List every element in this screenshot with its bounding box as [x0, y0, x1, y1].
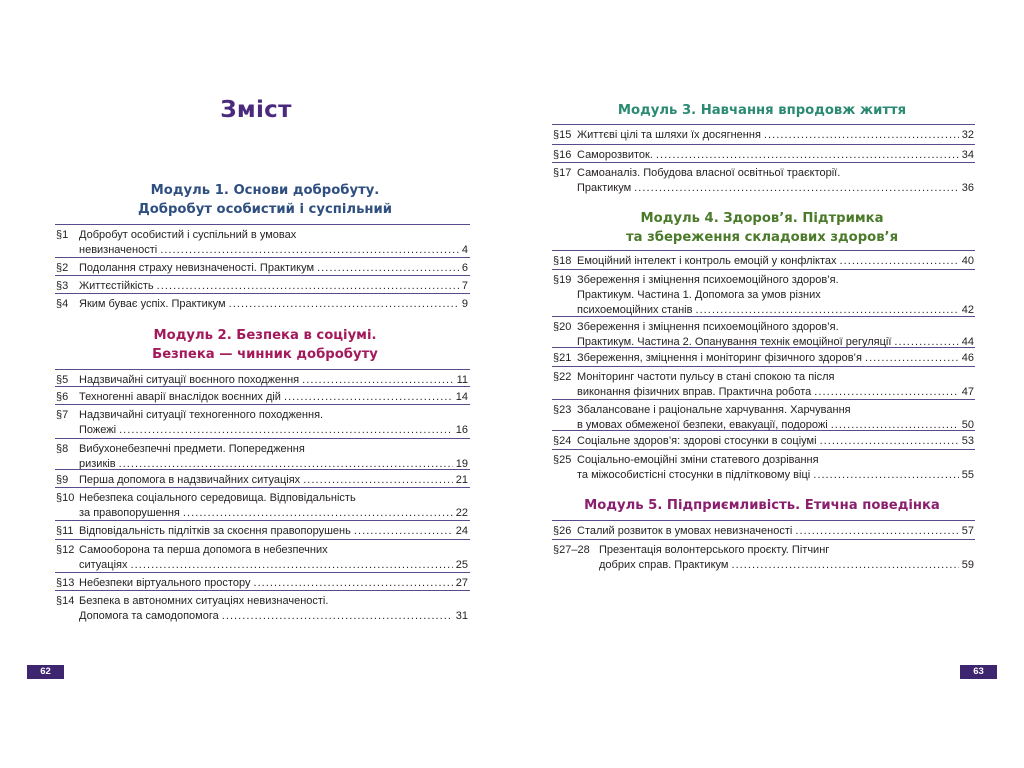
entry-page-number: 11 — [456, 374, 468, 386]
toc-entry[interactable] — [56, 390, 468, 405]
separator-rule — [552, 347, 975, 348]
section-number: §6 — [56, 391, 69, 403]
entry-text — [577, 403, 974, 433]
entry-page-number: 9 — [461, 298, 468, 310]
separator-rule — [55, 590, 470, 591]
entry-page-number: 34 — [961, 149, 974, 161]
entry-text — [79, 473, 468, 488]
section-number: §8 — [56, 443, 69, 455]
toc-entry[interactable] — [553, 453, 974, 483]
entry-last-line — [577, 468, 974, 483]
entry-line: Безпека в автономних ситуаціях невизначеності. — [79, 595, 329, 607]
entry-text — [599, 543, 974, 573]
toc-entry[interactable] — [56, 442, 468, 472]
entry-text — [79, 279, 468, 294]
entry-text — [79, 228, 468, 258]
entry-line: в умовах обмеженої безпеки, евакуації, подорожі — [577, 419, 828, 431]
entry-line: виконання фізичних вправ. Практична робота — [577, 386, 812, 398]
entry-text — [577, 128, 974, 143]
module-heading-line: Безпека — чинник добробуту — [152, 347, 378, 362]
toc-entry[interactable] — [553, 543, 974, 573]
section-number: §12 — [56, 544, 75, 556]
entry-line: Самооборона та перша допомога в небезпечних — [79, 544, 328, 556]
toc-entry[interactable] — [56, 279, 468, 294]
module-heading — [552, 209, 972, 247]
entry-page-number: 42 — [961, 304, 974, 316]
entry-line: Допомога та самодопомога — [79, 610, 219, 622]
separator-rule — [552, 399, 975, 400]
entry-line: Моніторинг частоти пульсу в стані спокою та після — [577, 371, 835, 383]
entry-page-number: 46 — [961, 352, 974, 364]
entry-line: Збереження, зміцнення і моніторинг фізичного здоров’я — [577, 352, 862, 364]
section-number: §7 — [56, 409, 69, 421]
section-number: §22 — [553, 371, 572, 383]
entry-text — [79, 524, 468, 539]
entry-page-number: 4 — [461, 244, 468, 256]
dot-leader — [157, 279, 459, 294]
module-heading-line: Добробут особистий і суспільний — [137, 202, 393, 217]
entry-page-number: 50 — [961, 419, 974, 431]
entry-line: Сталий розвиток в умовах невизначеності — [577, 525, 793, 537]
separator-rule — [552, 366, 975, 367]
section-number: §5 — [56, 374, 69, 386]
toc-entry[interactable] — [553, 370, 974, 400]
entry-line: Перша допомога в надзвичайних ситуаціях — [79, 474, 301, 486]
entry-page-number: 25 — [455, 559, 468, 571]
section-number: §25 — [553, 454, 572, 466]
entry-text — [79, 491, 468, 521]
dot-leader — [820, 434, 959, 449]
dot-leader — [222, 609, 453, 624]
entry-line: ситуаціях — [79, 559, 128, 571]
separator-rule — [55, 386, 470, 387]
entry-text — [577, 148, 974, 163]
entry-page-number: 59 — [961, 559, 974, 571]
toc-entry[interactable] — [553, 166, 974, 196]
entry-text — [79, 442, 468, 472]
entry-page-number: 27 — [455, 577, 468, 589]
entry-page-number: 40 — [961, 255, 974, 267]
dot-leader — [840, 254, 959, 269]
entry-text — [577, 166, 974, 196]
separator-rule — [55, 224, 470, 225]
separator-rule — [552, 539, 975, 540]
module-heading-line: та збереження складових здоров’я — [625, 230, 899, 245]
module-heading-line: Модуль 5. Підприємливість. Етична поведінка — [584, 498, 940, 513]
toc-entry[interactable] — [553, 351, 974, 366]
entry-last-line — [79, 297, 468, 312]
entry-page-number: 44 — [961, 336, 974, 348]
section-number: §4 — [56, 298, 69, 310]
entry-line: Життєві цілі та шляхи їх досягнення — [577, 129, 761, 141]
entry-line: добрих справ. Практикум — [599, 559, 729, 571]
entry-line: Життєстійкість — [79, 280, 154, 292]
entry-line: Яким буває успіх. Практикум — [79, 298, 226, 310]
section-number: §19 — [553, 274, 572, 286]
toc-entry[interactable] — [56, 524, 468, 539]
separator-rule — [552, 250, 975, 251]
dot-leader — [284, 390, 453, 405]
entry-line: Практикум. Частина 2. Опанування технік емоційної регуляції — [577, 336, 892, 348]
entry-page-number: 32 — [961, 129, 974, 141]
entry-text — [79, 594, 468, 624]
toc-entry[interactable] — [56, 576, 468, 591]
section-number: §9 — [56, 474, 69, 486]
entry-last-line — [577, 385, 974, 400]
dot-leader — [795, 524, 958, 539]
toc-entry[interactable] — [56, 543, 468, 573]
separator-rule — [55, 404, 470, 405]
entry-text — [577, 453, 974, 483]
section-number: §1 — [56, 229, 69, 241]
toc-entry[interactable] — [56, 297, 468, 312]
entry-line: Пожежі — [79, 424, 117, 436]
section-number: §26 — [553, 525, 572, 537]
entry-line: ризиків — [79, 458, 116, 470]
toc-entry[interactable] — [56, 473, 468, 488]
dot-leader — [634, 181, 959, 196]
entry-last-line — [79, 524, 468, 539]
module-heading-line: Модуль 3. Навчання впродовж життя — [617, 103, 907, 118]
entry-text — [79, 543, 468, 573]
entry-text — [79, 576, 468, 591]
entry-line: Збереження і зміцнення психоемоційного здоров’я. — [577, 321, 839, 333]
separator-rule — [55, 487, 470, 488]
section-number: §24 — [553, 435, 572, 447]
entry-line: невизначеності — [79, 244, 158, 256]
separator-rule — [55, 293, 470, 294]
module-heading-line: Модуль 1. Основи добробуту. — [150, 183, 380, 198]
section-number: §13 — [56, 577, 75, 589]
entry-line: Збалансоване і раціональне харчування. Харчування — [577, 404, 851, 416]
toc-entry[interactable] — [553, 403, 974, 433]
entry-last-line — [79, 390, 468, 405]
entry-page-number: 57 — [961, 525, 974, 537]
dot-leader — [119, 423, 453, 438]
section-number: §15 — [553, 129, 572, 141]
dot-leader — [354, 524, 453, 539]
entry-page-number: 16 — [455, 424, 468, 436]
entry-line: та міжособистісні стосунки в підлітковому віці — [577, 469, 811, 481]
separator-rule — [55, 539, 470, 540]
separator-rule — [552, 124, 975, 125]
dot-leader — [656, 148, 959, 163]
dot-leader — [229, 297, 459, 312]
entry-page-number: 55 — [961, 469, 974, 481]
entry-line: Надзвичайні ситуації техногенного походження. — [79, 409, 324, 421]
section-number: §14 — [56, 595, 75, 607]
separator-rule — [552, 316, 975, 317]
entry-text — [577, 524, 974, 539]
entry-line: Презентація волонтерського проєкту. Пітчинг — [599, 544, 830, 556]
entry-line: Надзвичайні ситуації воєнного походження — [79, 374, 300, 386]
entry-last-line — [79, 279, 468, 294]
toc-entry[interactable] — [56, 491, 468, 521]
separator-rule — [552, 430, 975, 431]
section-number: §18 — [553, 255, 572, 267]
module-heading — [60, 326, 470, 364]
entry-page-number: 47 — [961, 386, 974, 398]
entry-last-line — [79, 576, 468, 591]
entry-last-line — [577, 434, 974, 449]
entry-line: Добробут особистий і суспільний в умовах — [79, 229, 297, 241]
separator-rule — [55, 572, 470, 573]
section-number: §3 — [56, 280, 69, 292]
separator-rule — [552, 449, 975, 450]
toc-entry[interactable] — [56, 408, 468, 438]
entry-last-line — [79, 609, 468, 624]
dot-leader — [160, 243, 459, 258]
entry-text — [79, 390, 468, 405]
section-number: §11 — [56, 525, 74, 537]
dot-leader — [813, 468, 959, 483]
entry-text — [577, 320, 974, 350]
separator-rule — [552, 269, 975, 270]
entry-page-number: 24 — [455, 525, 468, 537]
separator-rule — [55, 469, 470, 470]
section-number: §27–28 — [553, 544, 590, 556]
entry-last-line — [79, 261, 468, 276]
entry-text — [577, 351, 974, 366]
section-number: §17 — [553, 167, 572, 179]
toc-entry[interactable] — [553, 273, 974, 318]
entry-line: Відповідальність підлітків за скоєння правопорушень — [79, 525, 351, 537]
page-number-badge: 63 — [960, 665, 997, 679]
entry-text — [577, 434, 974, 449]
entry-text — [577, 273, 974, 318]
toc-entry[interactable] — [553, 524, 974, 539]
separator-rule — [552, 162, 975, 163]
entry-last-line — [577, 351, 974, 366]
page-number-badge: 62 — [27, 665, 64, 679]
module-heading — [552, 496, 972, 515]
toc-entry[interactable] — [56, 261, 468, 276]
module-heading-line: Модуль 4. Здоров’я. Підтримка — [640, 211, 884, 226]
separator-rule — [55, 275, 470, 276]
toc-entry[interactable] — [553, 320, 974, 350]
dot-leader — [317, 261, 459, 276]
entry-last-line — [577, 128, 974, 143]
entry-text — [577, 254, 974, 269]
entry-page-number: 53 — [961, 435, 974, 447]
entry-last-line — [79, 423, 468, 438]
separator-rule — [55, 520, 470, 521]
entry-last-line — [577, 181, 974, 196]
entry-last-line — [79, 473, 468, 488]
entry-line: за правопорушення — [79, 507, 180, 519]
module-heading — [552, 101, 972, 120]
entry-line: Емоційний інтелект і контроль емоцій у конфліктах — [577, 255, 837, 267]
entry-line: Соціально-емоційні зміни статевого дозрівання — [577, 454, 819, 466]
dot-leader — [183, 506, 453, 521]
entry-line: Вибухонебезпечні предмети. Попередження — [79, 443, 305, 455]
entry-line: Техногенні аварії внаслідок воєнних дій — [79, 391, 281, 403]
toc-entry[interactable] — [56, 228, 468, 258]
section-number: §2 — [56, 262, 69, 274]
section-number: §23 — [553, 404, 572, 416]
section-number: §20 — [553, 321, 572, 333]
entry-page-number: 19 — [455, 458, 468, 470]
entry-line: Збереження і зміцнення психоемоційного здоров’я. — [577, 274, 839, 286]
entry-line: Подолання страху невизначеності. Практикум — [79, 262, 315, 274]
toc-entry[interactable] — [553, 128, 974, 143]
separator-rule — [552, 144, 975, 145]
entry-last-line — [577, 254, 974, 269]
separator-rule — [55, 257, 470, 258]
toc-entry[interactable] — [56, 594, 468, 624]
dot-leader — [131, 558, 453, 573]
toc-entry[interactable] — [553, 148, 974, 163]
dot-leader — [253, 576, 452, 591]
dot-leader — [764, 128, 959, 143]
entry-page-number: 31 — [455, 610, 468, 622]
section-number: §16 — [553, 149, 572, 161]
section-number: §10 — [56, 492, 75, 504]
entry-line: Практикум. Частина 1. Допомога за умов різних — [577, 289, 821, 301]
entry-line: Практикум — [577, 182, 632, 194]
entry-text — [79, 408, 468, 438]
entry-line: Соціальне здоров’я: здорові стосунки в соціумі — [577, 435, 817, 447]
entry-page-number: 36 — [961, 182, 974, 194]
separator-rule — [55, 438, 470, 439]
right-page — [512, 0, 1024, 768]
entry-page-number: 6 — [461, 262, 468, 274]
dot-leader — [865, 351, 959, 366]
entry-text — [577, 370, 974, 400]
entry-last-line — [577, 524, 974, 539]
entry-line: Самоаналіз. Побудова власної освітньої траєкторії. — [577, 167, 841, 179]
dot-leader — [731, 558, 958, 573]
entry-last-line — [79, 506, 468, 521]
entry-line: Небезпека соціального середовища. Відповідальність — [79, 492, 356, 504]
module-heading — [60, 181, 470, 219]
entry-page-number: 22 — [455, 507, 468, 519]
entry-text — [79, 261, 468, 276]
entry-line: Небезпеки віртуального простору — [79, 577, 251, 589]
entry-last-line — [577, 148, 974, 163]
entry-last-line — [79, 243, 468, 258]
separator-rule — [552, 520, 975, 521]
entry-page-number: 14 — [455, 391, 468, 403]
toc-entry[interactable] — [553, 254, 974, 269]
contents-title: Зміст — [220, 97, 292, 123]
toc-entry[interactable] — [553, 434, 974, 449]
entry-line: Саморозвиток. — [577, 149, 653, 161]
dot-leader — [303, 473, 453, 488]
section-number: §21 — [553, 352, 572, 364]
dot-leader — [814, 385, 958, 400]
entry-page-number: 21 — [455, 474, 468, 486]
entry-last-line — [599, 558, 974, 573]
module-heading-line: Модуль 2. Безпека в соціумі. — [153, 328, 377, 343]
entry-last-line — [79, 558, 468, 573]
entry-page-number: 7 — [461, 280, 468, 292]
entry-line: психоемоційних станів — [577, 304, 693, 316]
entry-text — [79, 297, 468, 312]
separator-rule — [55, 369, 470, 370]
